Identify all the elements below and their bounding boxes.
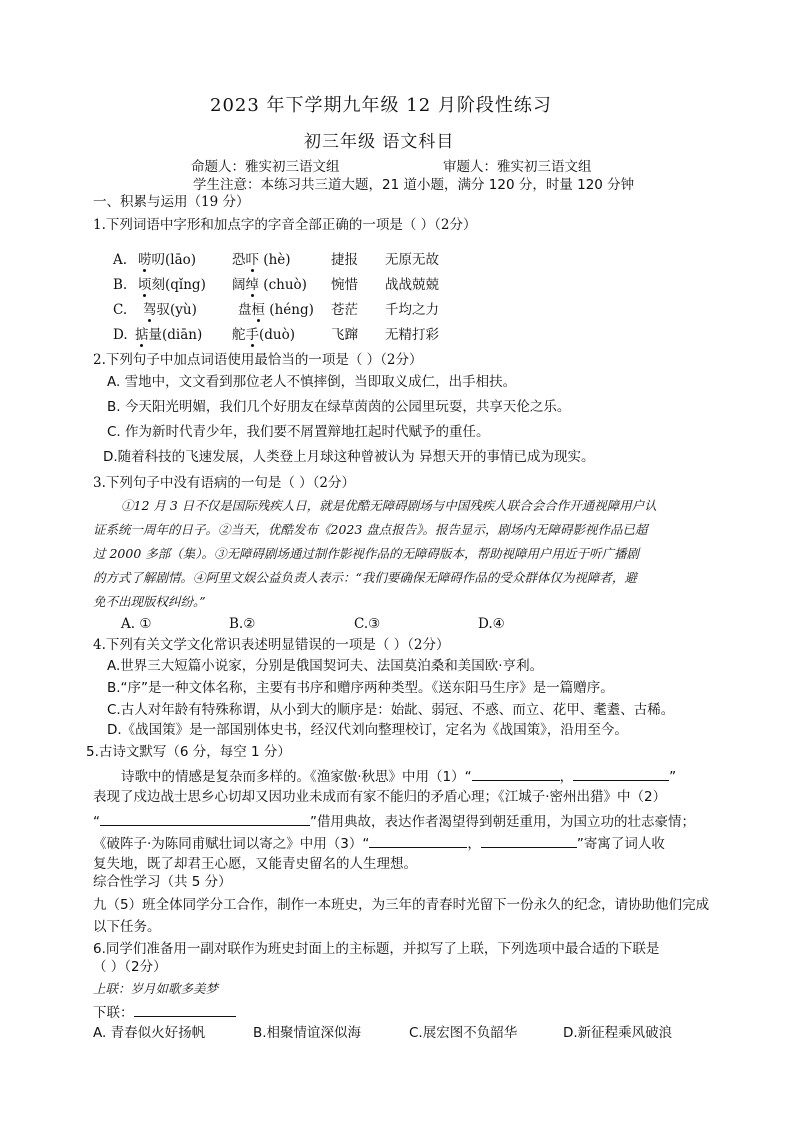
q1-option-c-word2: 盘桓 (héng) bbox=[238, 302, 314, 318]
q1-option-c-word3: 苍茫 bbox=[331, 302, 358, 318]
q1-option-d-word3: 飞蹿 bbox=[331, 327, 358, 343]
q3-option-a: A. ① bbox=[121, 616, 152, 632]
q2-option-a: A. 雪地中，文文看到那位老人不慎摔倒，当即取义成仁，出手相扶。 bbox=[107, 374, 517, 390]
q1-option-b-word1: 顷刻(qǐng) bbox=[138, 277, 206, 293]
q1-option-b-label: B. bbox=[113, 277, 128, 293]
q1-option-d-word4: 无精打彩 bbox=[385, 327, 439, 343]
q1-option-a-word3: 捷报 bbox=[331, 252, 358, 268]
q1-option-d-label: D. bbox=[113, 327, 128, 343]
q4-option-b: B.“序”是一种文体名称，主要有书序和赠序两种类型。《送东阳马生序》是一篇赠序。 bbox=[107, 680, 614, 696]
q2-stem: 2.下列句子中加点词语使用最恰当的一项是（ ）（2分） bbox=[93, 352, 423, 368]
q6-stem-line-1: 6.同学们准备用一副对联作为班史封面上的主标题，并拟写了上联，下列选项中最合适的下联是 bbox=[93, 941, 660, 957]
q2-option-b: B. 今天阳光明媚，我们几个好朋友在绿草茵茵的公园里玩耍，共享天伦之乐。 bbox=[107, 399, 571, 415]
q5-line-3: “ ”借用典故，表达作者渴望得到朝廷重用，为国立功的壮志豪情； bbox=[93, 811, 695, 831]
q1-option-b-word3: 惋惜 bbox=[331, 277, 358, 293]
q1-option-c-word4: 千均之力 bbox=[385, 302, 439, 318]
q5-line-1: 诗歌中的情感是复杂而多样的。《渔家傲·秋思》中用（1）“ ， ” bbox=[121, 766, 676, 786]
q1-option-d-word1: 掂量(diān) bbox=[135, 327, 203, 343]
q1-option-b-word2: 阔绰 (chuò) bbox=[232, 277, 307, 293]
q6-option-c: C.展宏图不负韶华 bbox=[409, 1025, 518, 1041]
q1-option-a-label: A. bbox=[113, 252, 128, 268]
q3-passage-line-4: 的方式了解剧情。④阿里文娱公益负责人表示：“我们要确保无障碍作品的受众群体仅为视障者，避 bbox=[93, 570, 637, 585]
exam-subtitle: 初三年级 语文科目 bbox=[304, 132, 455, 152]
q5-line-4: 《破阵子·为陈同甫赋壮词以寄之》中用（3）“ ， ”寄寓了词人收 bbox=[93, 833, 665, 853]
q5-line-2: 表现了戍边战士思乡心切却又因功业未成而有家不能归的矛盾心理；《江城子·密州出猎》中（2） bbox=[93, 789, 667, 805]
student-notice: 学生注意：本练习共三道大题，21 道小题，满分 120 分，时量 120 分钟 bbox=[193, 177, 635, 193]
q5-stem: 5.古诗文默写（6 分，每空 1 分） bbox=[86, 744, 291, 760]
exam-title: 2023 年下学期九年级 12 月阶段性练习 bbox=[210, 95, 552, 116]
comprehensive-title: 综合性学习（共 5 分） bbox=[93, 874, 232, 890]
q6-lower-couplet: 下联： bbox=[93, 1002, 236, 1022]
q1-option-c-word1: 驾驭(yù) bbox=[143, 302, 197, 318]
q6-option-d: D.新征程乘风破浪 bbox=[563, 1025, 673, 1041]
q3-passage-line-5: 免不出现版权纠纷。” bbox=[93, 594, 206, 609]
q3-passage-line-1: ①12 月 3 日不仅是国际残疾人日，就是优酷无障碍剧场与中国残疾人联合会合作开通视障用户认 bbox=[121, 498, 657, 513]
q4-stem: 4.下列有关文学文化常识表述明显错误的一项是（ ）（2分） bbox=[93, 637, 450, 653]
q2-option-d: D.随着科技的飞速发展，人类登上月球这种曾被认为 异想天开的事情已成为现实。 bbox=[103, 449, 595, 465]
q3-option-d: D.④ bbox=[478, 616, 505, 632]
q6-upper-couplet: 上联：岁月如歌多美梦 bbox=[93, 981, 219, 996]
q4-option-a: A.世界三大短篇小说家，分别是俄国契诃夫、法国莫泊桑和美国欧·亨利。 bbox=[107, 658, 544, 674]
q1-option-a-word4: 无原无故 bbox=[385, 252, 439, 268]
comprehensive-intro-line-1: 九（5）班全体同学分工合作，制作一本班史，为三年的青春时光留下一份永久的纪念，请协助他们完成 bbox=[93, 897, 710, 913]
q1-option-b-word4: 战战兢兢 bbox=[385, 277, 439, 293]
q2-option-c: C. 作为新时代青少年，我们要不屑置辩地扛起时代赋予的重任。 bbox=[107, 424, 490, 440]
q6-stem-line-2: （ ）（2分） bbox=[93, 959, 167, 975]
q4-option-d: D.《战国策》是一部国别体史书，经汉代刘向整理校订，定名为《战国策》，沿用至今。 bbox=[107, 722, 628, 738]
q1-option-d-word2: 舵手(duò) bbox=[232, 327, 295, 343]
reviewer-line: 审题人：雅实初三语文组 bbox=[443, 159, 592, 175]
section-1-title: 一、积累与运用（19 分） bbox=[93, 194, 250, 210]
q6-option-b: B.相聚情谊深似海 bbox=[253, 1025, 362, 1041]
q6-option-a: A. 青春似火好扬帆 bbox=[93, 1025, 206, 1041]
q1-option-c-label: C. bbox=[113, 302, 128, 318]
q1-option-a-word2: 恐吓 (hè) bbox=[232, 252, 291, 268]
q3-option-c: C.③ bbox=[354, 616, 381, 632]
q5-line-5: 复失地，既了却君王心愿，又能青史留名的人生理想。 bbox=[93, 856, 417, 872]
q3-option-b: B.② bbox=[229, 616, 256, 632]
q3-passage-line-3: 过 2000 多部（集）。③无障碍剧场通过制作影视作品的无障碍版本，帮助视障用户用近于听广播剧 bbox=[93, 546, 640, 561]
author-line: 命题人：雅实初三语文组 bbox=[191, 159, 340, 175]
q1-option-a-word1: 唠叨(lāo) bbox=[138, 252, 197, 268]
q3-passage-line-2: 证系统一周年的日子。②当天，优酷发布《2023 盘点报告》。报告显示，剧场内无障碍影视作品已超 bbox=[93, 522, 648, 537]
q4-option-c: C.古人对年龄有特殊称谓，从小到大的顺序是：始龀、弱冠、不惑、而立、花甲、耄耋、古稀。 bbox=[107, 702, 675, 718]
q3-stem: 3.下列句子中没有语病的一句是（ ）（2分） bbox=[93, 475, 356, 491]
q1-stem: 1.下列词语中字形和加点字的字音全部正确的一项是（ ）（2分） bbox=[93, 217, 477, 233]
comprehensive-intro-line-2: 以下任务。 bbox=[93, 919, 161, 935]
